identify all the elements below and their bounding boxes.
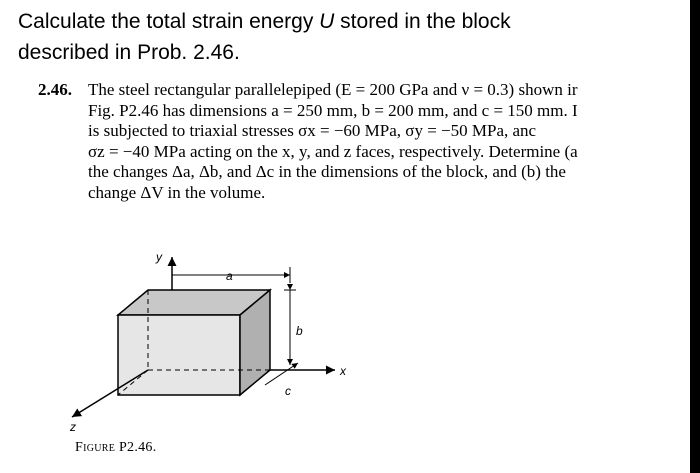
variable-u: U <box>319 10 335 33</box>
axis-label-y: y <box>156 250 162 264</box>
dimension-label-a: a <box>226 269 233 283</box>
problem-line: 2.46. The steel rectangular parallelepiped (E = 200 GPa and ν = 0.3) shown ir <box>38 80 578 99</box>
problem-line: is subjected to triaxial stresses σx = −60 MPa, σy = −50 MPa, anc <box>88 121 537 140</box>
figure-caption: Figure P2.46. <box>75 440 157 455</box>
problem-line: σz = −40 MPa acting on the x, y, and z faces, respectively. Determine (a <box>88 141 578 161</box>
dimension-label-b: b <box>296 324 303 338</box>
block-figure <box>60 245 380 435</box>
question-line-1: Calculate the total strain energy U stored in the block <box>18 10 511 33</box>
block-front-face <box>118 315 240 395</box>
dimension-label-c: c <box>285 384 291 398</box>
problem-line: Fig. P2.46 has dimensions a = 250 mm, b = 200 mm, and c = 150 mm. I <box>88 100 578 120</box>
problem-line: the changes Δa, Δb, and Δc in the dimensions of the block, and (b) the <box>88 162 566 181</box>
problem-line: change ΔV in the volume. <box>88 182 266 202</box>
axis-label-x: x <box>340 364 346 378</box>
axis-label-z: z <box>70 420 76 434</box>
problem-number: 2.46. <box>38 80 72 99</box>
question-line-2: described in Prob. 2.46. <box>18 41 240 64</box>
problem-statement <box>38 80 680 203</box>
question-text <box>18 6 678 68</box>
